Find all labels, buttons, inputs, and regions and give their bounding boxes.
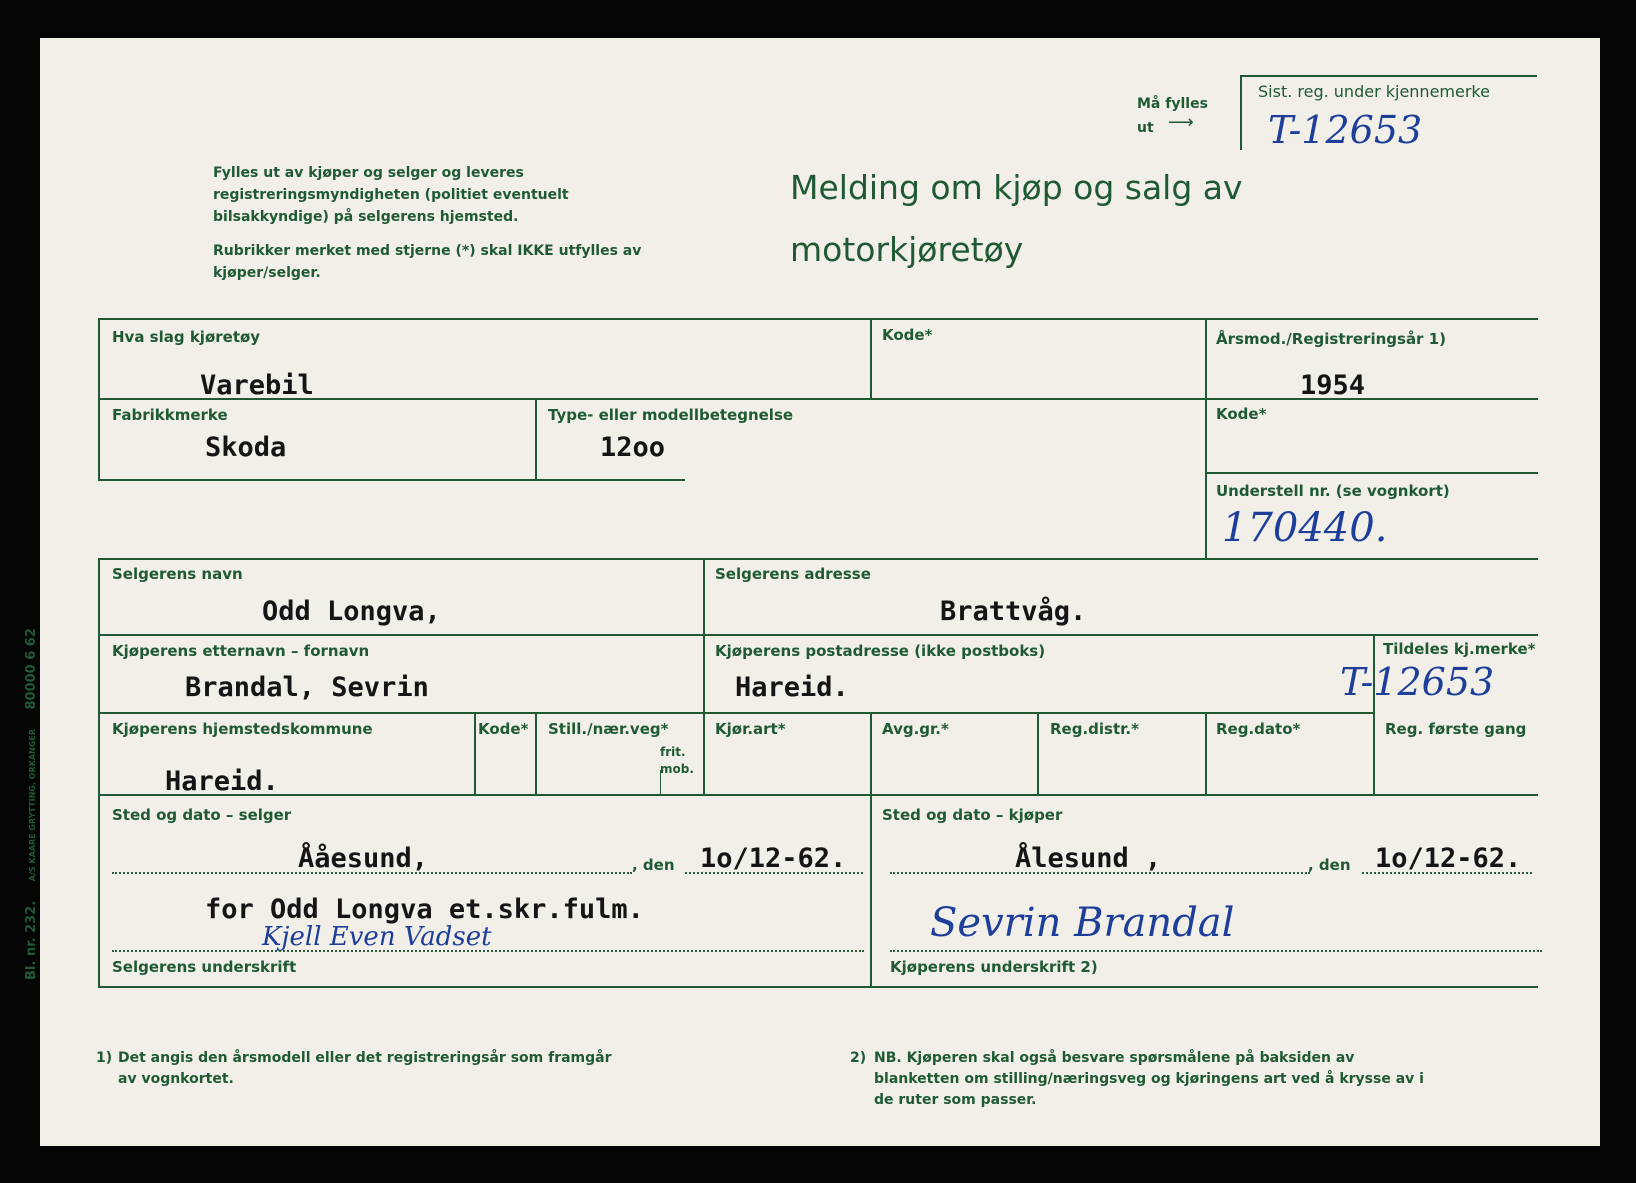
make-label: Fabrikkmerke — [112, 406, 228, 424]
seller-address-label: Selgerens adresse — [715, 565, 871, 583]
buyer-sig-label: Kjøperens underskrift 2) — [890, 958, 1098, 976]
last-reg-value: T-12653 — [1268, 108, 1423, 152]
footnote-2-number: 2) — [850, 1050, 867, 1066]
chassis-code-label: Kode* — [1216, 405, 1267, 423]
seller-signature: Kjell Even Vadset — [262, 922, 492, 952]
seller-authorization-note: for Odd Longva et.skr.fulm. — [205, 894, 644, 925]
make-value: Skoda — [205, 432, 287, 463]
form-title-line1: Melding om kjøp og salg av — [790, 168, 1243, 207]
seller-place-value: Ååesund, — [298, 843, 429, 874]
seller-sig-dotline — [112, 950, 864, 952]
buyer-top-line — [98, 634, 1538, 636]
box-top-line — [1240, 75, 1537, 77]
buyer-postal-label: Kjøperens postadresse (ikke postboks) — [715, 642, 1046, 660]
seller-date-value: 1o/12-62. — [700, 843, 847, 874]
model-year-value: 1954 — [1300, 370, 1366, 401]
printer-name: A/S KAARE GRYTTING, ORKANGER — [28, 729, 37, 882]
reg-district-label: Reg.distr.* — [1050, 720, 1139, 738]
plate-label: Tildeles kj.merke* — [1383, 640, 1536, 658]
occupation-label: Still./nær.veg* — [548, 720, 669, 738]
last-reg-label: Sist. reg. under kjennemerke — [1258, 82, 1490, 101]
buyer-date-value: 1o/12-62. — [1375, 843, 1522, 874]
buyer-postal-value: Hareid. — [735, 672, 849, 703]
driving-type-label: Kjør.art* — [715, 720, 786, 738]
vehicle-type-label: Hva slag kjøretøy — [112, 328, 261, 346]
plate-value: T-12653 — [1340, 660, 1495, 704]
frit-label: frit. — [660, 745, 686, 759]
vehicle-top-line — [98, 318, 1538, 320]
arrow-icon: ⟶ — [1168, 112, 1194, 133]
seller-place-label: Sted og dato – selger — [112, 806, 292, 824]
form-number: Bl. nr. 232. — [24, 900, 39, 980]
seller-name-value: Odd Longva, — [262, 596, 441, 627]
reg-date-label: Reg.dato* — [1216, 720, 1301, 738]
municipality-code-label: Kode* — [478, 720, 529, 738]
seller-name-label: Selgerens navn — [112, 565, 243, 583]
side-print — [20, 628, 39, 980]
plate-div — [1373, 634, 1375, 794]
model-year-label: Årsmod./Registreringsår 1) — [1216, 330, 1446, 348]
municipality-top-line — [98, 712, 1373, 714]
municipality-value: Hareid. — [165, 766, 279, 797]
instruction-stars: Rubrikker merket med stjerne (*) skal IKKE utfylles av kjøper/selger. — [213, 243, 642, 281]
buyer-place-label: Sted og dato – kjøper — [882, 806, 1063, 824]
vehicle-type-value: Varebil — [200, 370, 314, 401]
must-fill-ut: ut — [1137, 120, 1154, 136]
buyer-name-label: Kjøperens etternavn – fornavn — [112, 642, 370, 660]
vehicle-div-3 — [535, 398, 537, 481]
buyer-sig-dotline — [890, 950, 1542, 952]
municipality-label: Kjøperens hjemstedskommune — [112, 720, 373, 738]
vehicle-code-label: Kode* — [882, 326, 933, 344]
buyer-place-value: Ålesund , — [1015, 843, 1162, 874]
vehicle-div-1 — [870, 318, 872, 398]
main-left-line — [98, 558, 100, 988]
signing-div — [870, 712, 872, 988]
form-title-line2: motorkjøretøy — [790, 230, 1024, 269]
buyer-den-label: , den — [1308, 856, 1351, 874]
model-value: 12oo — [600, 432, 666, 463]
fee-group-label: Avg.gr.* — [882, 720, 949, 738]
footnote-1-number: 1) — [96, 1050, 113, 1066]
footnote-1: Det angis den årsmodell eller det registreringsår som framgår av vognkortet. — [118, 1050, 612, 1087]
buyer-signature: Sevrin Brandal — [930, 900, 1235, 946]
muni-div-2 — [535, 712, 537, 794]
buyer-name-value: Brandal, Sevrin — [185, 672, 429, 703]
seller-address-value: Brattvåg. — [940, 596, 1087, 627]
vehicle-div-2 — [1205, 318, 1207, 558]
seller-sig-label: Selgerens underskrift — [112, 958, 297, 976]
seller-div — [703, 558, 705, 794]
vehicle-bottom-line — [98, 479, 685, 481]
muni-div-3 — [1037, 712, 1039, 794]
first-reg-label: Reg. første gang — [1385, 720, 1527, 738]
box-left-line — [1240, 75, 1242, 150]
seller-den-label: , den — [632, 856, 675, 874]
muni-div-1 — [474, 712, 476, 794]
footnote-2: NB. Kjøperen skal også besvare spørsmålene på baksiden av blanketten om stilling/næringsveg og kjøringens art ved å krysse av i de ruter som passer. — [874, 1050, 1424, 1108]
model-label: Type- eller modellbetegnelse — [548, 406, 794, 424]
chassis-label: Understell nr. (se vognkort) — [1216, 482, 1450, 500]
mob-label: mob. — [660, 762, 694, 776]
signing-top-line — [98, 794, 1538, 796]
chassis-top-line — [1205, 472, 1538, 474]
muni-div-4 — [1205, 712, 1207, 794]
seller-top-line — [98, 558, 1538, 560]
must-fill-label: Må fylles — [1137, 96, 1208, 112]
main-bottom-line — [98, 986, 1538, 988]
print-code: 80000 6 62 — [24, 628, 39, 710]
instruction-text: Fylles ut av kjøper og selger og leveres registreringsmyndigheten (politiet eventuelt bilsakkyndige) på selgerens hjemsted. — [213, 165, 569, 225]
chassis-value: 170440. — [1222, 505, 1388, 551]
